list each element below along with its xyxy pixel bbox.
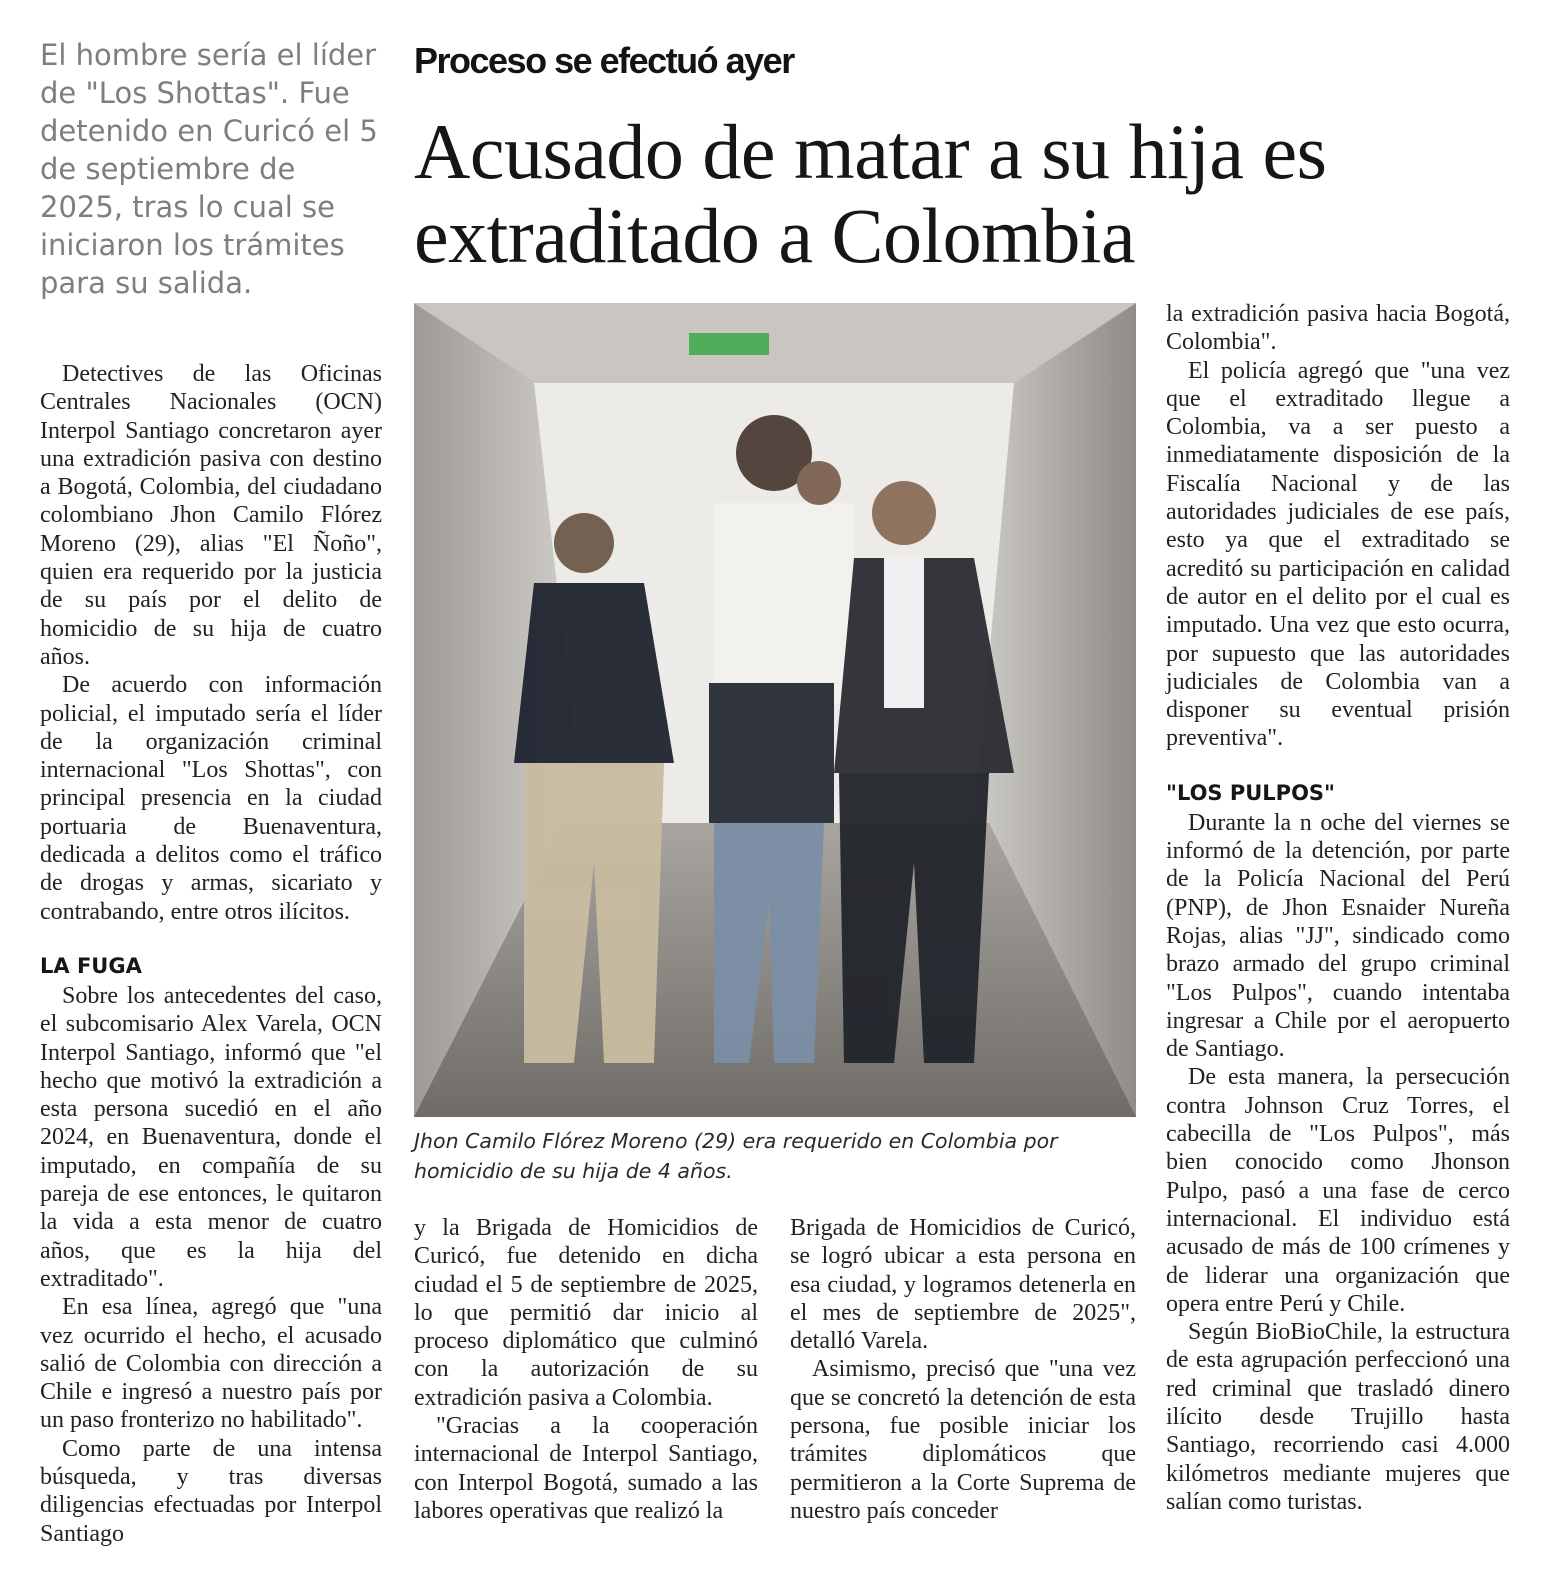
photo-illustration — [414, 303, 1136, 1117]
paragraph: Asimismo, precisó que "una vez que se concretó la detención de esta persona, fue posible iniciar los trámites diplomáticos que permitieron a la Corte Suprema de nuestro país conceder — [790, 1356, 1136, 1524]
paragraph: Detectives de las Oficinas Centrales Nacionales (OCN) Interpol Santiago concretaron ayer una extradición pasiva con destino a Bogotá, Colombia, del ciudadano colombiano Jhon Camilo Flórez Moreno (29), alias "El Ñoño", quien era requerido por la justicia de su país por el delito de homicidio de su hija de cuatro años. — [40, 361, 382, 670]
paragraph: Como parte de una intensa búsqueda, y tras diversas diligencias efectuadas por Interpol Santiago — [40, 1435, 382, 1547]
paragraph: En esa línea, agregó que "una vez ocurrido el hecho, el acusado salió de Colombia con dirección a Chile e ingresó a nuestro país por un paso fronterizo no habilitado". — [40, 1294, 382, 1434]
paragraph: y la Brigada de Homicidios de Curicó, fue detenido en dicha ciudad el 5 de septiembre de 2025, lo que permitió dar inicio al proceso diplomático que culminó con la autorización de su extradición pasiva a Colombia. — [414, 1215, 758, 1411]
paragraph: Sobre los antecedentes del caso, el subcomisario Alex Varela, OCN Interpol Santiago, informó que "el hecho que motivó la extradición a esta persona sucedió en el año 2024, en Buenaventura, donde el imputado, en compañía de su pareja de ese entonces, le quitaron la vida a esta menor de cuatro años, que es la hija del extraditado". — [40, 982, 382, 1292]
paragraph: El policía agregó que "una vez que el extraditado llegue a Colombia, va a ser puesto a inmediatamente disposición de la Fiscalía Nacional y de las autoridades judiciales de ese país, esto ya que el extraditado se acreditó su participación en calidad de autor en el delito por el cual es imputado. Una vez que esto ocurra, por supuesto que las autoridades judiciales de Colombia van a disponer su eventual prisión preventiva". — [1166, 357, 1510, 752]
article-column-3 — [790, 1214, 1136, 1525]
article-photo — [414, 303, 1136, 1117]
article-column-2 — [414, 1214, 758, 1525]
subhead-los-pulpos: "LOS PULPOS" — [1166, 780, 1335, 805]
paragraph: la extradición pasiva hacia Bogotá, Colombia". — [1166, 301, 1510, 356]
paragraph: "Gracias a la cooperación internacional de Interpol Santiago, con Interpol Bogotá, sumado a las labores operativas que realizó la — [414, 1413, 758, 1524]
lede-summary: El hombre sería el líder de "Los Shottas". Fue detenido en Curicó el 5 de septiembre de 2025, tras lo cual se iniciaron los trámites para su salida. — [40, 38, 378, 300]
paragraph: De esta manera, la persecución contra Johnson Cruz Torres, el cabecilla de "Los Pulpos", más bien conocido como Jhonson Pulpo, pasó a una fase de cerco internacional. El individuo está acusado de más de 100 crímenes y de liderar una organización que opera entre Perú y Chile. — [1166, 1064, 1510, 1317]
subhead-la-fuga: LA FUGA — [40, 953, 142, 978]
photo-caption: Jhon Camilo Flórez Moreno (29) era requerido en Colombia por homicidio de su hija de 4 años. — [414, 1129, 1058, 1183]
paragraph: Según BioBioChile, la estructura de esta agrupación perfeccionó una red criminal que trasladó dinero ilícito desde Trujillo hasta Santiago, recorriendo casi 4.000 kilómetros mediante mujeres que salían como turistas. — [1166, 1319, 1510, 1515]
article-column-1 — [40, 360, 382, 1548]
headline: Acusado de matar a su hija es extraditado a Colombia — [414, 108, 1327, 279]
paragraph: Brigada de Homicidios de Curicó, se logró ubicar a esta persona en esa ciudad, y logramos detenerla en el mes de septiembre de 2025", detalló Varela. — [790, 1215, 1136, 1355]
kicker: Proceso se efectuó ayer — [414, 40, 794, 81]
article-column-4 — [1166, 300, 1510, 1516]
paragraph: De acuerdo con información policial, el imputado sería el líder de la organización criminal internacional "Los Shottas", con principal presencia en la ciudad portuaria de Buenaventura, dedicada a delitos como el tráfico de drogas y armas, sicariato y contrabando, entre otros ilícitos. — [40, 672, 382, 925]
paragraph: Durante la n oche del viernes se informó de la detención, por parte de la Policía Nacional del Perú (PNP), de Jhon Esnaider Nureña Rojas, alias "JJ", sindicado como brazo armado del grupo criminal "Los Pulpos", cuando intentaba ingresar a Chile por el aeropuerto de Santiago. — [1166, 809, 1510, 1063]
